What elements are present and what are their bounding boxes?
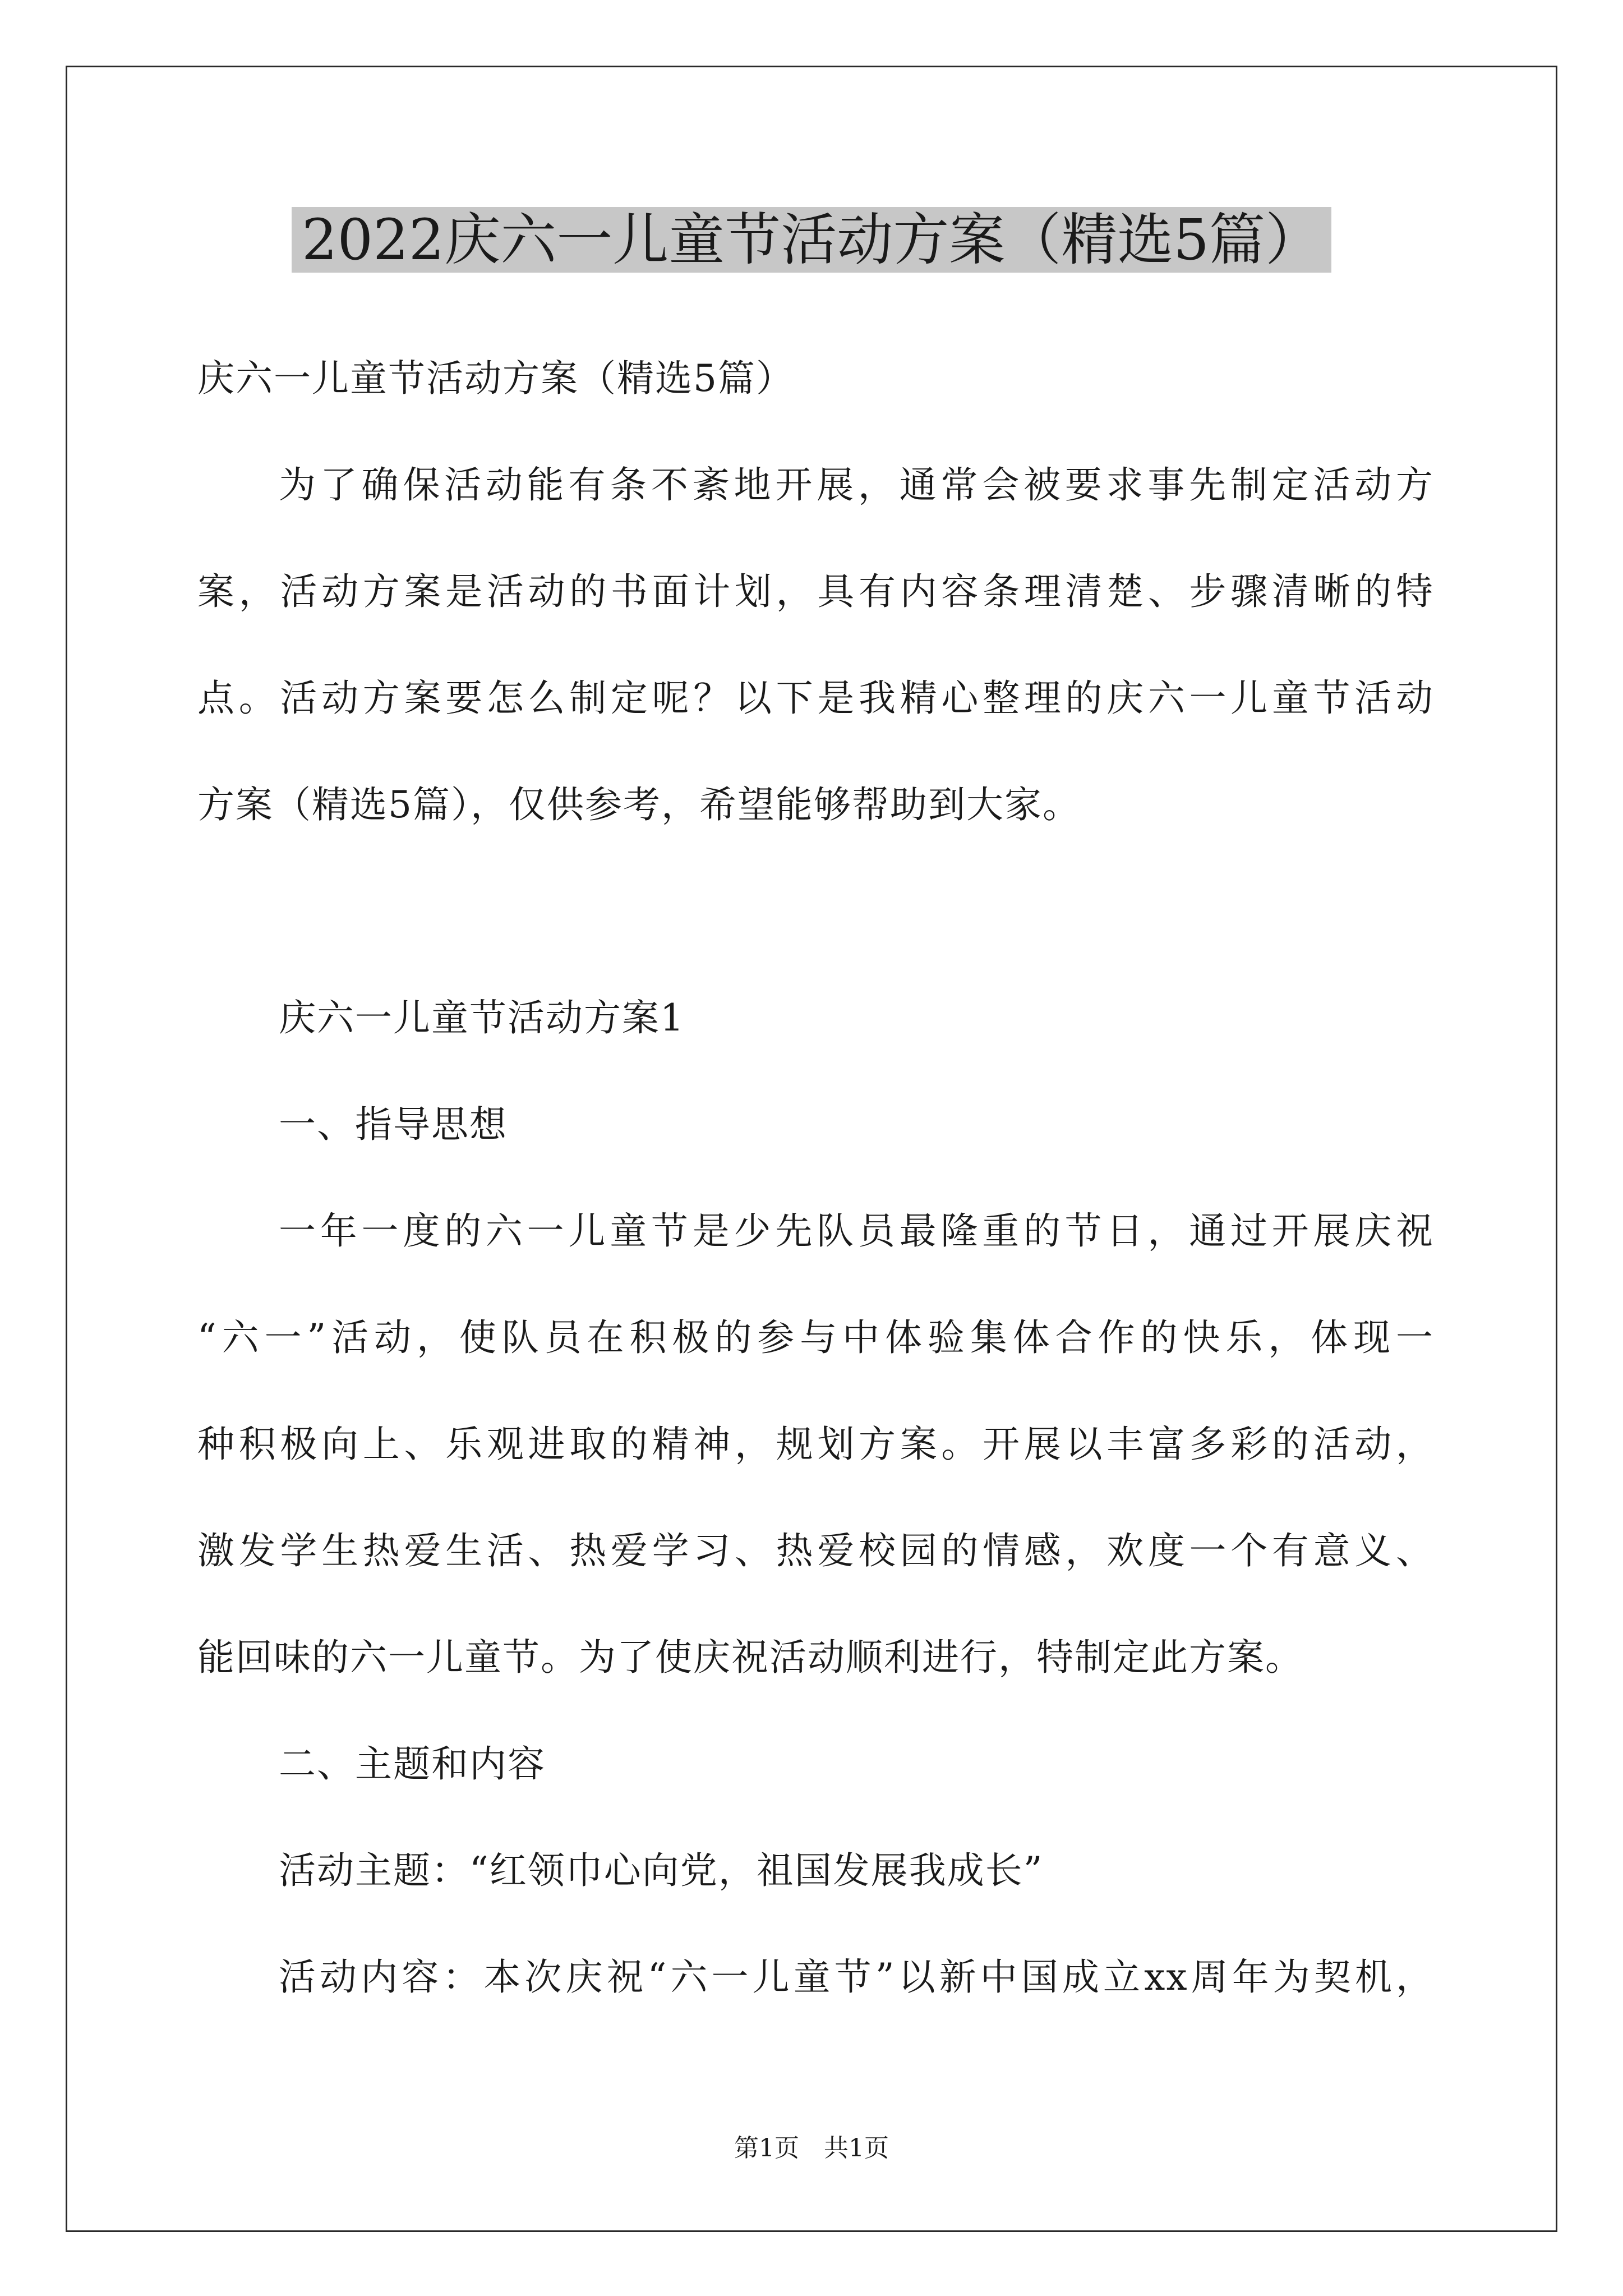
intro-line-2-text: 案，活动方案是活动的书面计划，具有内容条理清楚、步骤清晰的特	[197, 570, 1434, 613]
intro-line-4: 方案（精选5篇），仅供参考，希望能够帮助到大家。	[197, 783, 1081, 826]
page-footer: 第1页 共1页	[734, 2134, 889, 2162]
intro-line-3	[197, 673, 1434, 724]
intro-line-2	[197, 567, 1434, 617]
document-subtitle: 庆六一儿童节活动方案（精选5篇）	[197, 357, 794, 400]
intro-line-1-text: 为了确保活动能有条不紊地开展，通常会被要求事先制定活动方	[279, 463, 1434, 507]
body-1-line-1	[279, 1206, 1434, 1257]
document-title-text: 2022庆六一儿童节活动方案（精选5篇）	[292, 207, 1331, 273]
body-1-line-2	[197, 1313, 1434, 1363]
content-line-text: 活动内容：本次庆祝“六一儿童节”以新中国成立xx周年为契机，	[279, 1955, 1434, 1999]
body-1-line-3-text: 种积极向上、乐观进取的精神，规划方案。开展以丰富多彩的活动，	[197, 1423, 1434, 1466]
content-line	[279, 1952, 1434, 2003]
section-title: 庆六一儿童节活动方案1	[279, 996, 685, 1039]
body-1-line-1-text: 一年一度的六一儿童节是少先队员最隆重的节日，通过开展庆祝	[279, 1209, 1434, 1253]
theme-line: 活动主题：“红领巾心向党，祖国发展我成长”	[279, 1849, 1044, 1892]
body-1-line-3	[197, 1419, 1434, 1470]
intro-line-3-text: 点。活动方案要怎么制定呢？以下是我精心整理的庆六一儿童节活动	[197, 677, 1434, 720]
heading-guiding-ideology: 一、指导思想	[279, 1103, 508, 1146]
body-1-line-2-text: “六一”活动，使队员在积极的参与中体验集体合作的快乐，体现一	[197, 1316, 1434, 1359]
body-1-line-4-text: 激发学生热爱生活、热爱学习、热爱校园的情感，欢度一个有意义、	[197, 1529, 1434, 1572]
body-1-line-4	[197, 1526, 1434, 1576]
intro-line-1	[279, 460, 1434, 510]
heading-theme-content: 二、主题和内容	[279, 1742, 546, 1786]
document-title	[0, 201, 1623, 279]
body-1-line-5: 能回味的六一儿童节。为了使庆祝活动顺利进行，特制定此方案。	[197, 1636, 1303, 1679]
